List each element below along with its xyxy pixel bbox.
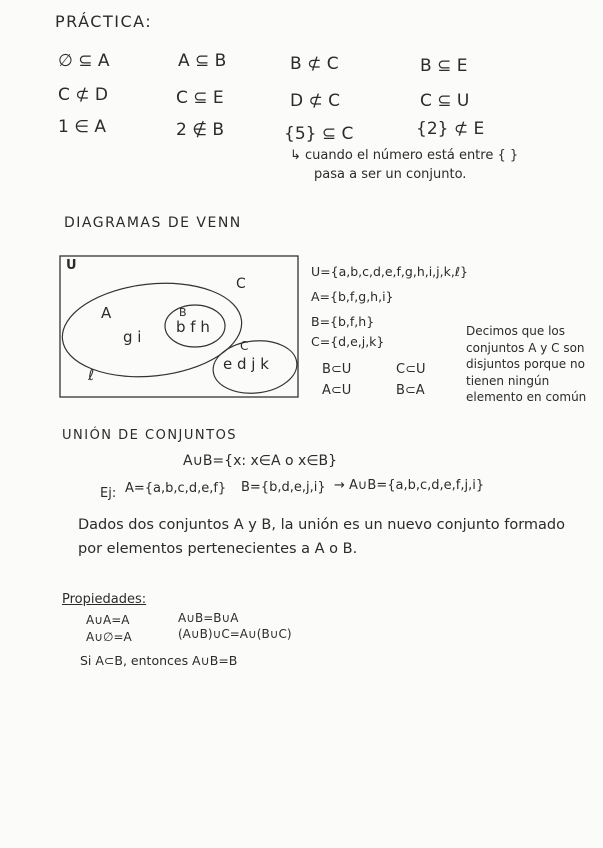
relation-item: 1 ∈ A	[58, 117, 107, 137]
relation-item: A ⊆ B	[178, 51, 227, 71]
relation-item: C ⊄ D	[58, 85, 109, 105]
properties-title: Propiedades:	[62, 592, 147, 607]
property-item: A∪A=A	[86, 613, 130, 627]
union-description: por elementos pertenecientes a A o B.	[78, 541, 358, 557]
disjoint-note: Decimos que los conjuntos A y C son disjuntos porque no tienen ningún elemento en común	[466, 324, 587, 404]
relation-item: D ⊄ C	[290, 91, 341, 111]
relation-item: {5} ⊆ C	[284, 124, 354, 144]
venn-label-u: U	[66, 258, 77, 273]
practica-title: PRÁCTICA:	[55, 12, 153, 31]
subset-relation: C⊂U	[396, 362, 426, 377]
subset-relation: B⊂A	[396, 383, 425, 398]
relation-item: ∅ ⊆ A	[58, 51, 110, 71]
venn-label-c-outer: C	[236, 276, 246, 292]
venn-label-g-i: g i	[123, 328, 142, 346]
venn-label-l: ℓ	[88, 366, 95, 384]
set-a-ellipse	[58, 275, 247, 385]
set-definition: B={b,f,h}	[311, 314, 375, 329]
property-item: A∪∅=A	[86, 630, 132, 644]
practica-note: ↳ cuando el número está entre { }	[290, 148, 519, 163]
set-definition: A={b,f,g,h,i}	[311, 289, 394, 304]
venn-label-edjk: e d j k	[223, 355, 269, 373]
union-description: Dados dos conjuntos A y B, la unión es un nuevo conjunto formado	[78, 517, 565, 533]
venn-label-b: B	[179, 306, 187, 319]
venn-label-c-inner: C	[240, 339, 249, 353]
venn-label-a: A	[101, 304, 112, 322]
property-conditional: Si A⊂B, entonces A∪B=B	[80, 653, 238, 668]
venn-title: DIAGRAMAS DE VENN	[64, 215, 242, 231]
subset-relation: B⊂U	[322, 362, 352, 377]
relation-item: C ⊆ U	[420, 91, 470, 111]
property-item: (A∪B)∪C=A∪(B∪C)	[178, 627, 292, 641]
relation-item: C ⊆ E	[176, 88, 224, 108]
example-label: Ej:	[100, 486, 117, 501]
subset-relation: A⊂U	[322, 383, 352, 398]
venn-label-bfh: b f h	[176, 318, 210, 336]
union-title: UNIÓN DE CONJUNTOS	[62, 428, 238, 443]
set-definition: U={a,b,c,d,e,f,g,h,i,j,k,ℓ}	[311, 264, 468, 279]
relation-item: B ⊆ E	[420, 56, 468, 76]
union-definition: A∪B={x: x∈A o x∈B}	[183, 453, 338, 469]
example-set-b: B={b,d,e,j,i}	[241, 480, 326, 495]
example-set-a: A={a,b,c,d,e,f}	[125, 481, 227, 496]
relation-item: 2 ∉ B	[176, 120, 225, 140]
relation-item: {2} ⊄ E	[416, 119, 485, 139]
example-result: → A∪B={a,b,c,d,e,f,j,i}	[334, 478, 485, 493]
practica-note: pasa a ser un conjunto.	[314, 167, 467, 182]
property-item: A∪B=B∪A	[178, 611, 239, 625]
set-definition: C={d,e,j,k}	[311, 334, 385, 349]
relation-item: B ⊄ C	[290, 54, 339, 74]
